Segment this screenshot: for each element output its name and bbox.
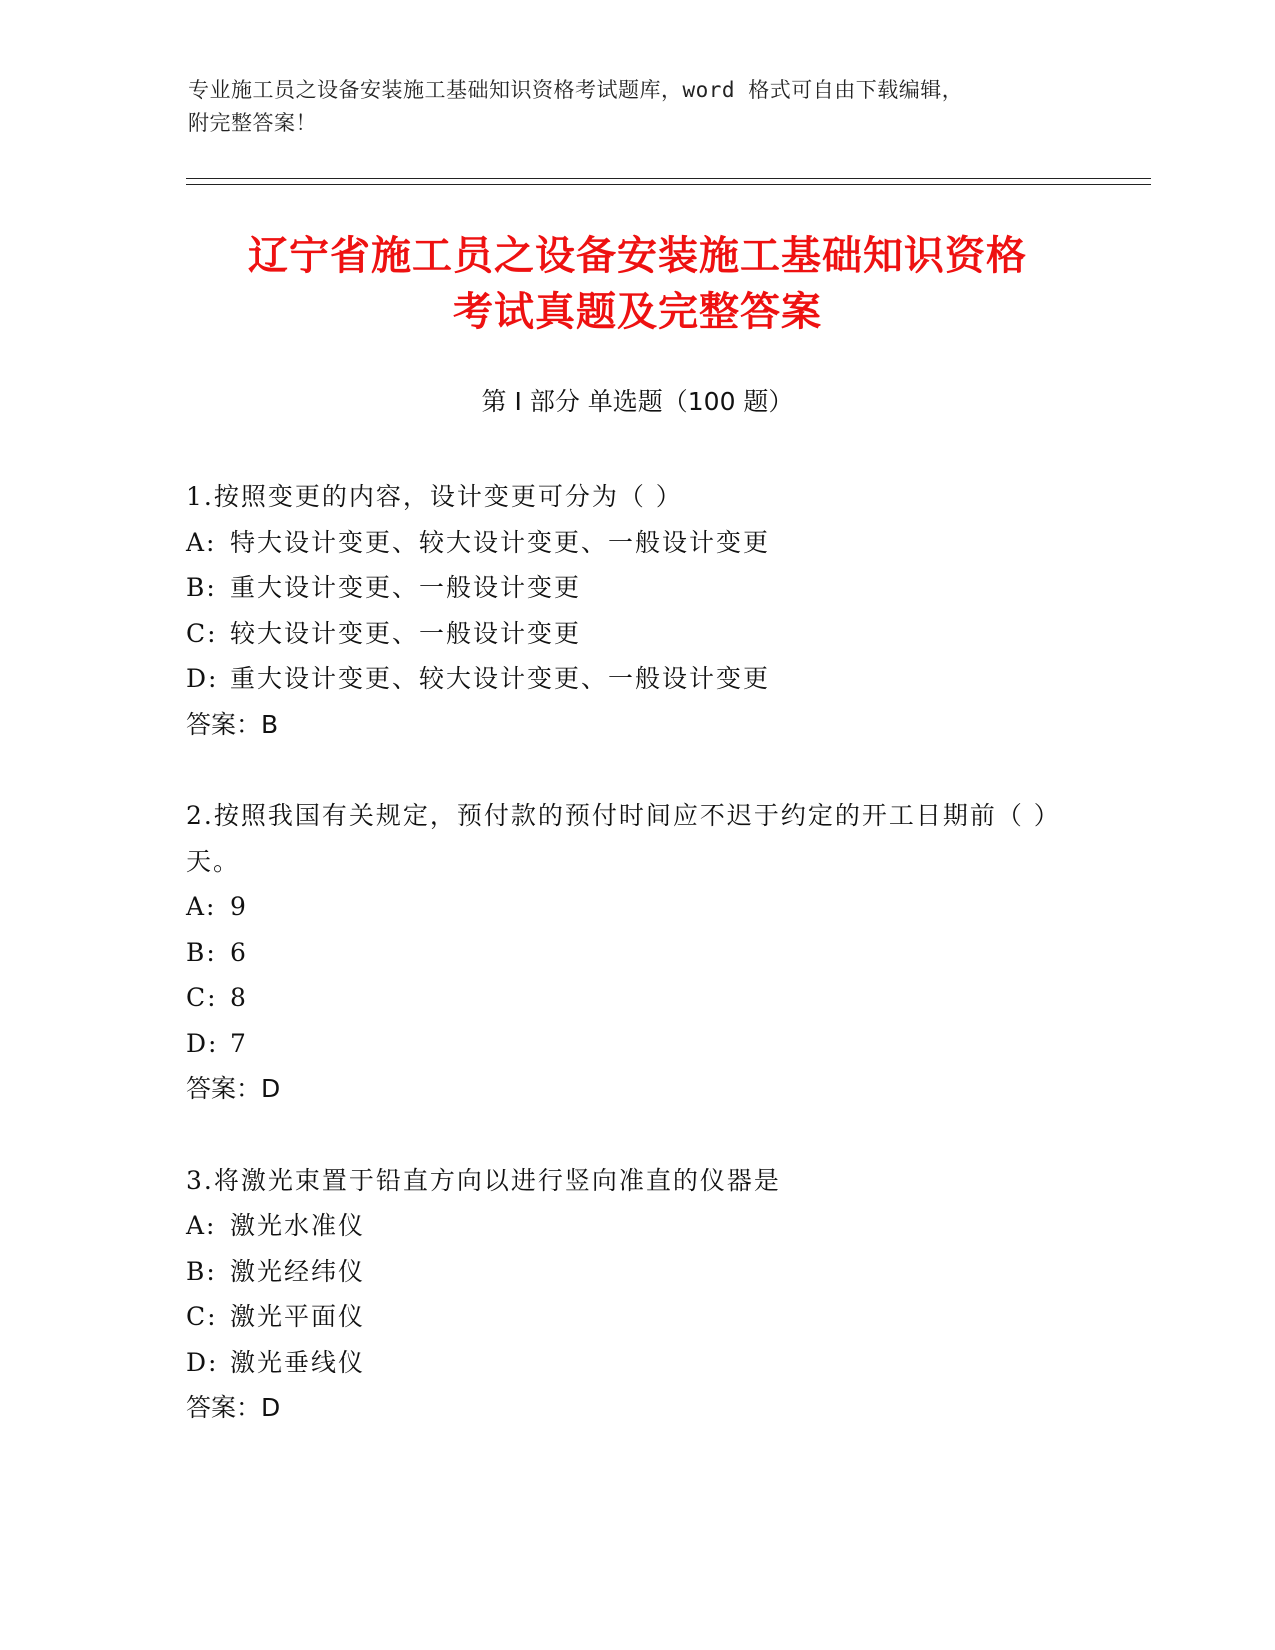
option-text: 9 bbox=[230, 892, 248, 921]
document-title-line-2: 考试真题及完整答案 bbox=[453, 289, 822, 335]
option-a bbox=[186, 884, 1086, 930]
question-2 bbox=[186, 793, 1086, 1112]
header-divider-bottom bbox=[186, 184, 1151, 185]
option-d bbox=[186, 1340, 1086, 1386]
option-c bbox=[186, 1294, 1086, 1340]
option-text: 激光经纬仪 bbox=[230, 1256, 366, 1286]
header-note-line-2: 附完整答案！ bbox=[188, 111, 317, 135]
answer-value: D bbox=[261, 1074, 281, 1103]
option-b bbox=[186, 565, 1086, 611]
option-b bbox=[186, 1249, 1086, 1295]
option-key: A: bbox=[186, 892, 217, 921]
question-stem: 1.按照变更的内容，设计变更可分为（ ） bbox=[186, 482, 683, 511]
answer-label: 答案： bbox=[186, 1074, 262, 1103]
option-text: 8 bbox=[230, 983, 248, 1012]
option-text: 激光平面仪 bbox=[230, 1302, 366, 1331]
option-text: 重大设计变更、较大设计变更、一般设计变更 bbox=[230, 664, 771, 693]
option-key: B: bbox=[186, 573, 217, 602]
question-list bbox=[186, 474, 1086, 1477]
header-note bbox=[188, 74, 1068, 140]
answer-line bbox=[186, 1066, 1086, 1112]
question-1 bbox=[186, 474, 1086, 747]
option-key: B: bbox=[186, 937, 217, 967]
option-key: D: bbox=[186, 664, 219, 693]
document-title bbox=[100, 228, 1175, 340]
option-key: D: bbox=[186, 1347, 219, 1377]
answer-value: B bbox=[261, 709, 279, 739]
document-title-line-1: 辽宁省施工员之设备安装施工基础知识资格 bbox=[248, 233, 1027, 279]
option-key: D: bbox=[186, 1028, 219, 1058]
option-text: 较大设计变更、一般设计变更 bbox=[230, 618, 582, 648]
header-divider-top bbox=[186, 178, 1151, 179]
option-text: 7 bbox=[230, 1028, 248, 1058]
option-c bbox=[186, 975, 1086, 1021]
header-note-line-1: 专业施工员之设备安装施工基础知识资格考试题库，word 格式可自由下载编辑， bbox=[188, 78, 964, 102]
answer-line bbox=[186, 702, 1086, 748]
option-key: C: bbox=[186, 983, 218, 1012]
option-b bbox=[186, 930, 1086, 976]
answer-label: 答案： bbox=[186, 709, 262, 739]
option-text: 6 bbox=[230, 937, 248, 967]
option-text: 激光垂线仪 bbox=[230, 1347, 366, 1377]
option-key: A: bbox=[186, 1211, 217, 1240]
question-3 bbox=[186, 1158, 1086, 1431]
option-d bbox=[186, 656, 1086, 702]
option-key: B: bbox=[186, 1256, 217, 1286]
option-c bbox=[186, 611, 1086, 657]
answer-line bbox=[186, 1385, 1086, 1431]
option-a bbox=[186, 520, 1086, 566]
option-key: C: bbox=[186, 1302, 218, 1331]
option-key: C: bbox=[186, 618, 218, 648]
answer-value: D bbox=[261, 1393, 281, 1422]
option-text: 特大设计变更、较大设计变更、一般设计变更 bbox=[230, 527, 771, 557]
answer-label: 答案： bbox=[186, 1393, 262, 1422]
option-text: 重大设计变更、一般设计变更 bbox=[230, 573, 582, 602]
section-title: 第 I 部分 单选题（100 题） bbox=[481, 387, 794, 416]
option-key: A: bbox=[186, 527, 217, 557]
option-d bbox=[186, 1021, 1086, 1067]
option-a bbox=[186, 1203, 1086, 1249]
option-text: 激光水准仪 bbox=[230, 1211, 366, 1240]
question-stem: 3.将激光束置于铅直方向以进行竖向准直的仪器是 bbox=[186, 1165, 781, 1195]
question-stem: 2.按照我国有关规定，预付款的预付时间应不迟于约定的开工日期前（ ）天。 bbox=[186, 801, 1061, 876]
